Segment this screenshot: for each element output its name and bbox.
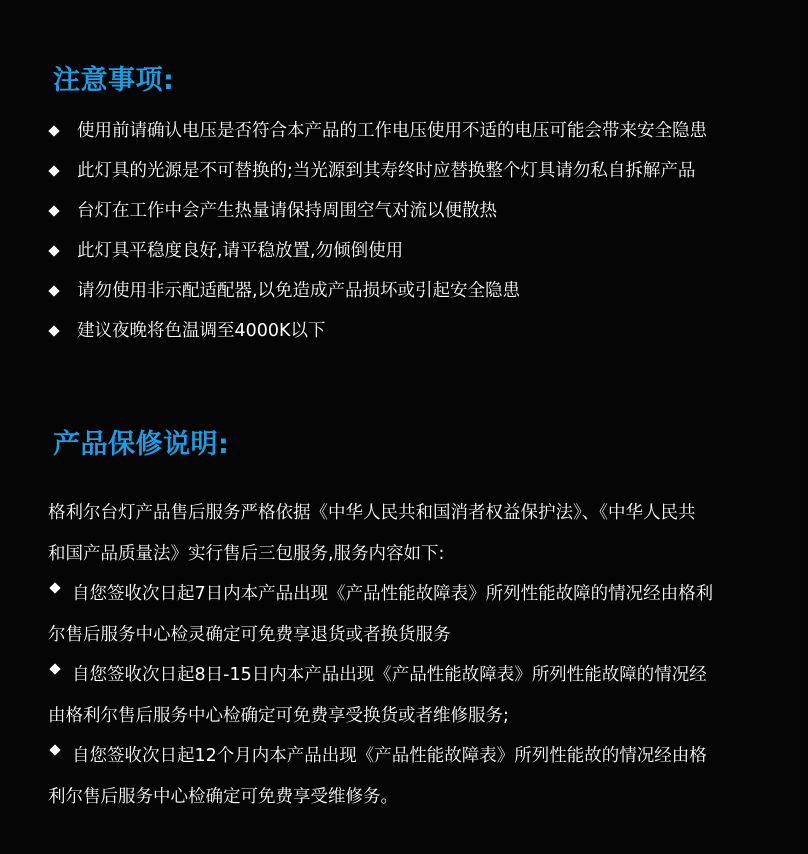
note-text: 请勿使用非示配适配器,以免造成产品损坏或引起安全隐患 <box>77 281 521 301</box>
diamond-bullet-icon <box>48 325 59 336</box>
warranty-line: 由格利尔售后服务中心检确定可免费享受换货或者维修服务; <box>48 705 509 726</box>
diamond-bullet-icon <box>49 582 60 593</box>
warranty-clause <box>48 655 764 696</box>
note-text: 建议夜晚将色温调至4000K以下 <box>77 321 326 341</box>
warranty-title: 产品保修说明: <box>53 429 230 460</box>
warranty-line: 尔售后服务中心检灵确定可免费享退货或者换货服务 <box>48 624 451 645</box>
diamond-bullet-icon <box>48 245 59 256</box>
warranty-clause-text: 自您签收次日起8日-15日内本产品出现《产品性能故障表》所列性能故障的情况经 <box>72 665 707 685</box>
warranty-clause-text: 自您签收次日起12个月内本产品出现《产品性能故障表》所列性能故的情况经由格 <box>72 746 707 766</box>
warranty-body <box>48 493 764 817</box>
note-text: 台灯在工作中会产生热量请保持周围空气对流以便散热 <box>77 201 497 221</box>
diamond-bullet-icon <box>49 663 60 674</box>
warranty-clause <box>48 736 764 777</box>
warranty-clause-text: 自您签收次日起7日内本产品出现《产品性能故障表》所列性能故障的情况经由格利 <box>72 584 714 604</box>
diamond-bullet-icon <box>49 744 60 755</box>
warranty-line: 格利尔台灯产品售后服务严格依据《中华人民共和国消者权益保护法》、《中华人民共 <box>48 503 696 523</box>
diamond-bullet-icon <box>48 125 59 136</box>
note-text: 此灯具平稳度良好,请平稳放置,勿倾倒使用 <box>77 241 404 261</box>
note-text: 使用前请确认电压是否符合本产品的工作电压使用不适的电压可能会带来安全隐患 <box>77 121 707 141</box>
diamond-bullet-icon <box>48 285 59 296</box>
warranty-clause <box>48 574 764 615</box>
notes-title: 注意事项: <box>53 65 175 96</box>
diamond-bullet-icon <box>48 205 59 216</box>
warranty-line: 和国产品质量法》实行售后三包服务,服务内容如下: <box>48 543 445 564</box>
diamond-bullet-icon <box>48 165 59 176</box>
note-text: 此灯具的光源是不可替换的;当光源到其寿终时应替换整个灯具请勿私自拆解产品 <box>77 161 696 181</box>
warranty-line: 利尔售后服务中心检确定可免费享受维修务。 <box>48 786 398 807</box>
